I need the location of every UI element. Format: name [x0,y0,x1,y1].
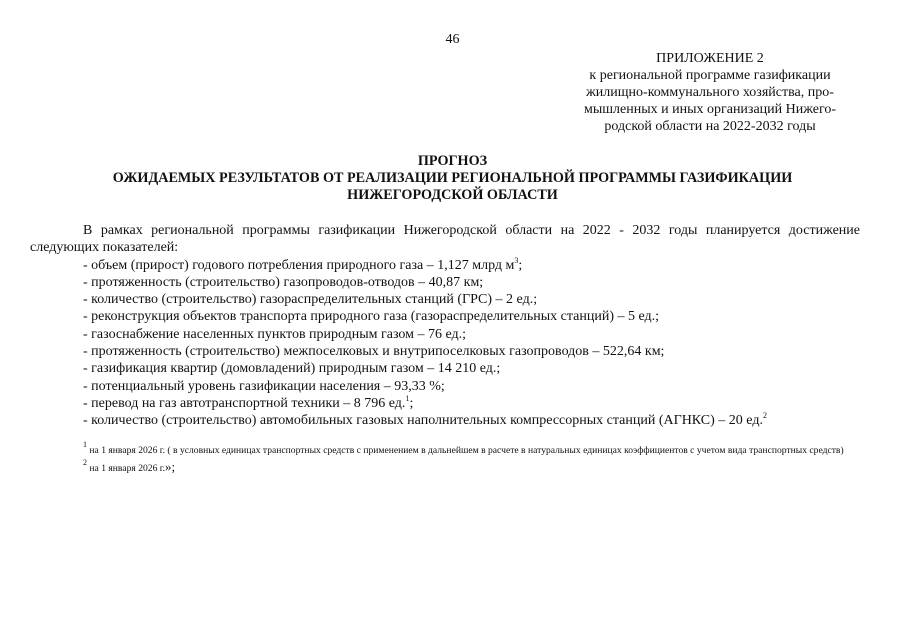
list-item: - протяженность (строительство) газопроводов-отводов – 40,87 км; [83,274,484,290]
list-item: - перевод на газ автотранспортной техники – 8 796 ед.$^1$; [83,393,414,411]
appendix-line: мышленных и иных организаций Нижего- [583,102,837,117]
footnote-ref: 1 [405,393,410,403]
document-title [0,153,905,204]
footnote-ref: 3 [514,255,519,265]
title-line: ОЖИДАЕМЫХ РЕЗУЛЬТАТОВ ОТ РЕАЛИЗАЦИИ РЕГИОНАЛЬНОЙ ПРОГРАММЫ ГАЗИФИКАЦИИ [112,170,793,186]
list-item: - потенциальный уровень газификации населения – 93,33 %; [83,378,445,394]
footnote-2: $^2$ на 1 января 2026 г.»; [83,457,176,474]
footnote-ref: 2 [762,411,767,421]
footnote-mark: 1 [83,440,87,449]
appendix-header [560,50,860,135]
indicator-list [30,257,860,430]
list-item: - газификация квартир (домовладений) природным газом – 14 210 ед.; [83,361,501,377]
list-item: - количество (строительство) газораспределительных станций (ГРС) – 2 ед.; [83,292,538,308]
list-item: - объем (прирост) годового потребления природного газа – 1,127 млрд $м^3$; [83,255,523,273]
appendix-title: ПРИЛОЖЕНИЕ 2 [656,51,764,66]
list-item: - протяженность (строительство) межпоселковых и внутрипоселковых газопроводов – 522,64 км; [83,344,665,360]
appendix-line: жилищно-коммунального хозяйства, про- [586,85,834,100]
document-body [30,222,860,430]
page-number: 46 [445,32,460,47]
list-item: - реконструкция объектов транспорта природного газа (газораспределительных станций) – 5 ед.; [83,309,660,325]
footnotes [30,440,860,475]
title-line: НИЖЕГОРОДСКОЙ ОБЛАСТИ [347,187,558,203]
list-item: - количество (строительство) автомобильных газовых наполнительных компрессорных станций (АГНКС) – 20 ед.$^2$ [83,411,767,429]
appendix-line: к региональной программе газификации [589,68,831,83]
list-item: - газоснабжение населенных пунктов природным газом – 76 ед.; [83,326,467,342]
intro-paragraph: В рамках региональной программы газификации Нижегородской области на 2022 - 2032 годы планируется достижение следующих показателей: [30,223,860,256]
appendix-line: родской области на 2022-2032 годы [604,119,816,134]
footnote-mark: 2 [83,457,87,467]
footnote-1: $^1$ на 1 января 2026 г. ( в условных единицах транспортных средств с применением в дальнейшем в расчете в натуральных единицах коэффициентов с учетом вида транспортных средств) [83,440,844,456]
title-line: ПРОГНОЗ [417,153,488,169]
